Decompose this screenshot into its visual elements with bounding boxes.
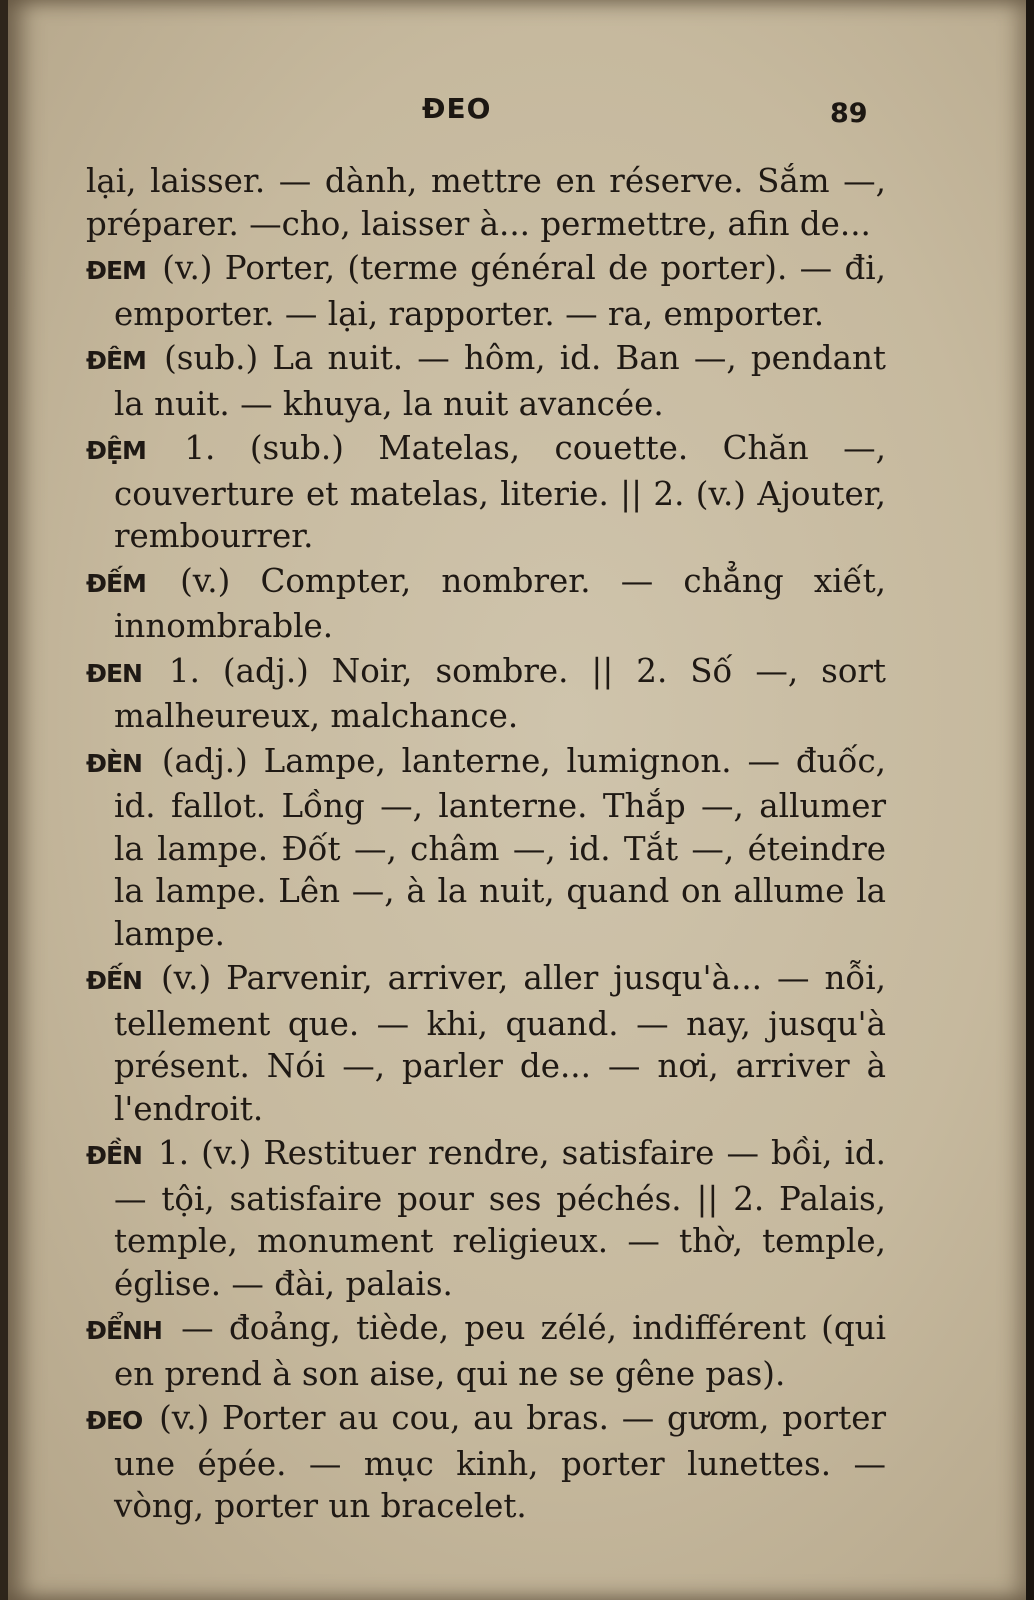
entry-headword: ĐẾM xyxy=(86,568,146,598)
entry-definition: lại, laisser. — dành, mettre en réserve. Sắm —, préparer. —cho, laisser à... permettre, afin de... xyxy=(86,162,886,243)
entry-definition: (sub.) La nuit. — hôm, id. Ban —, pendant la nuit. — khuya, la nuit avancée. xyxy=(114,339,886,423)
dictionary-entry xyxy=(86,1397,886,1528)
dictionary-entry xyxy=(86,560,886,648)
entry-definition: (v.) Porter au cou, au bras. — gươm, porter une épée. — mục kinh, porter lunettes. — vòng, porter un bracelet. xyxy=(114,1399,886,1525)
entry-definition: 1. (adj.) Noir, sombre. || 2. Số —, sort malheureux, malchance. xyxy=(114,651,886,735)
entry-definition: 1. (sub.) Matelas, couette. Chăn —, couverture et matelas, literie. || 2. (v.) Ajouter, rembourrer. xyxy=(114,429,886,555)
entry-headword: ĐÊM xyxy=(86,346,146,375)
dictionary-body xyxy=(86,160,886,1530)
entry-headword: ĐỂNH xyxy=(86,1316,162,1345)
entry-headword: ĐEM xyxy=(86,256,146,285)
entry-definition: (adj.) Lampe, lanterne, lumignon. — đuốc, id. fallot. Lồng —, lanterne. Thắp —, allumer la lampe. Đốt —, châm —, id. Tắt —, éteindre la lampe. Lên —, à la nuit, quand on allume la lampe. xyxy=(114,741,886,953)
dictionary-entry xyxy=(86,427,886,558)
dictionary-entry xyxy=(86,740,886,956)
entry-definition: 1. (v.) Restituer rendre, satisfaire — bồi, id. — tội, satisfaire pour ses péchés. || 2. Palais, temple, monument religieux. — thờ, temple, église. — đài, palais. xyxy=(114,1134,886,1303)
dictionary-entry xyxy=(86,247,886,335)
page-number: 89 xyxy=(830,98,868,129)
running-head: ĐEO xyxy=(422,92,492,125)
dictionary-entry xyxy=(86,650,886,738)
entry-headword: ĐỆM xyxy=(86,436,146,465)
entry-headword: ĐẾN xyxy=(86,966,142,995)
entry-headword: ĐỀN xyxy=(86,1141,142,1170)
dictionary-entry xyxy=(86,1132,886,1305)
entry-definition: (v.) Porter, (terme général de porter). — đi, emporter. — lại, rapporter. — ra, emporter. xyxy=(114,249,886,333)
entry-definition: (v.) Compter, nombrer. — chẳng xiết, innombrable. xyxy=(114,561,886,645)
dictionary-entry xyxy=(86,957,886,1130)
entry-headword: ĐEO xyxy=(86,1406,143,1435)
entry-headword: ĐEN xyxy=(86,658,142,688)
page-header xyxy=(8,92,1026,132)
dictionary-entry xyxy=(86,160,886,245)
book-page xyxy=(8,0,1026,1600)
entry-headword: ĐÈN xyxy=(86,748,142,778)
entry-definition: (v.) Parvenir, arriver, aller jusqu'à... — nỗi, tellement que. — khi, quand. — nay, jusqu'à présent. Nói —, parler de... — nơi, arriver à l'endroit. xyxy=(114,959,886,1128)
entry-definition: — đoảng, tiède, peu zélé, indifférent (qui en prend à son aise, qui ne se gêne pas). xyxy=(114,1309,886,1393)
dictionary-entry xyxy=(86,1307,886,1395)
dictionary-entry xyxy=(86,337,886,425)
